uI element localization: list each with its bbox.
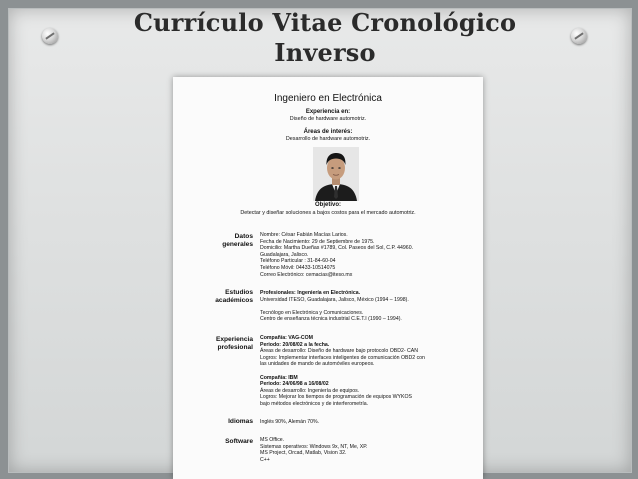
- cv-heading: Ingeniero en Electrónica: [274, 93, 382, 104]
- education-line: Profesionales: Ingeniería en Electrónica.: [260, 290, 361, 296]
- education-label: Estudios académicos: [215, 289, 253, 304]
- languages-line: Inglés 90%, Alemán 70%.: [260, 419, 320, 425]
- education-line: Tecnólogo en Electrónica y Comunicaciones.: [260, 309, 364, 316]
- professional-experience-content: [260, 335, 480, 408]
- education-line: Universidad ITESO, Guadalajara, Jalisco, México (1994 – 1998).: [260, 296, 409, 303]
- experience-heading: Experiencia en:: [305, 109, 351, 115]
- interests-text: Desarrollo de hardware automotriz.: [285, 136, 371, 142]
- software-label: Software: [225, 438, 253, 445]
- experience-text: Diseño de hardware automotriz.: [289, 116, 367, 122]
- general-line: Teléfono Móvil: 04433-10514075: [260, 264, 336, 271]
- general-line: Guadalajara, Jalisco.: [260, 251, 309, 258]
- software-line: MS Project, Orcad, Matlab, Vision 32.: [260, 450, 347, 457]
- software-line: MS Office.: [260, 437, 285, 443]
- slide-title-line2: Inverso: [274, 38, 376, 67]
- experience-line: Compañía: VAG-COM: [260, 335, 313, 341]
- education-content: [260, 290, 480, 323]
- cv-document: [173, 77, 483, 479]
- software-line: C++: [260, 456, 270, 463]
- objective-heading: Objetivo:: [314, 202, 341, 208]
- general-line: Fecha de Nacimiento: 29 de Septiembre de 1975.: [260, 238, 375, 245]
- general-line: Teléfono Particular : 31-84-60-04: [260, 258, 336, 265]
- general-line: Nombre: César Fabián Macías Larios.: [260, 232, 348, 238]
- experience-line: Logros: Mejorar los tiempos de programación de equipos WYKOS: [260, 394, 412, 401]
- general-line: Domicilio: Martha Dueñas #1789, Col. Paseos del Sol, C.P. 44960.: [260, 245, 414, 252]
- general-data-content: [260, 232, 480, 278]
- general-line: Correo Electrónico: cemacias@iteso.mx: [260, 271, 353, 278]
- interests-heading: Áreas de interés:: [303, 129, 353, 135]
- experience-line: Logros: Implementar interfaces inteligentes de comunicación OBD2 con: [260, 354, 425, 361]
- experience-line: bajo métodos electrónicos y de interferometría.: [260, 400, 369, 407]
- experience-line: las unidades de mando de automóviles europeos.: [260, 361, 375, 368]
- professional-experience-label: Experiencia profesional: [215, 336, 253, 351]
- education-line: Centro de enseñanza técnica industrial C.E.T.I (1990 – 1994).: [260, 316, 402, 323]
- experience-line: Periodo: 24/06/98 a 16/08/02: [260, 381, 329, 388]
- rivet-right-icon: [571, 28, 587, 44]
- profile-photo: [313, 147, 359, 201]
- languages-label: Idiomas: [228, 418, 253, 425]
- languages-content: [260, 419, 480, 426]
- slide-title: [130, 8, 520, 68]
- software-content: [260, 437, 480, 463]
- experience-line: Áreas de desarrollo: Diseño de hardware bajo protocolo OBD2- CAN: [260, 348, 419, 355]
- objective-text: Detectar y diseñar soluciones a bajos costos para el mercado automotriz.: [240, 210, 416, 216]
- software-line: Sistemas operativos: Windows 9x, NT, Me, XP.: [260, 443, 368, 450]
- experience-line: Periodo: 20/08/02 a la fecha.: [260, 341, 330, 348]
- slide-title-line1: Currículo Vitae Cronológico: [133, 8, 517, 37]
- general-data-label: Datos generales: [222, 233, 253, 248]
- experience-line: Áreas de desarrollo: Ingeniería de equipos.: [260, 387, 360, 394]
- experience-line: [260, 368, 480, 375]
- person-photo-icon: [313, 147, 359, 201]
- experience-line: Compañía: IBM: [260, 374, 298, 381]
- education-line: [260, 303, 480, 310]
- rivet-left-icon: [42, 28, 58, 44]
